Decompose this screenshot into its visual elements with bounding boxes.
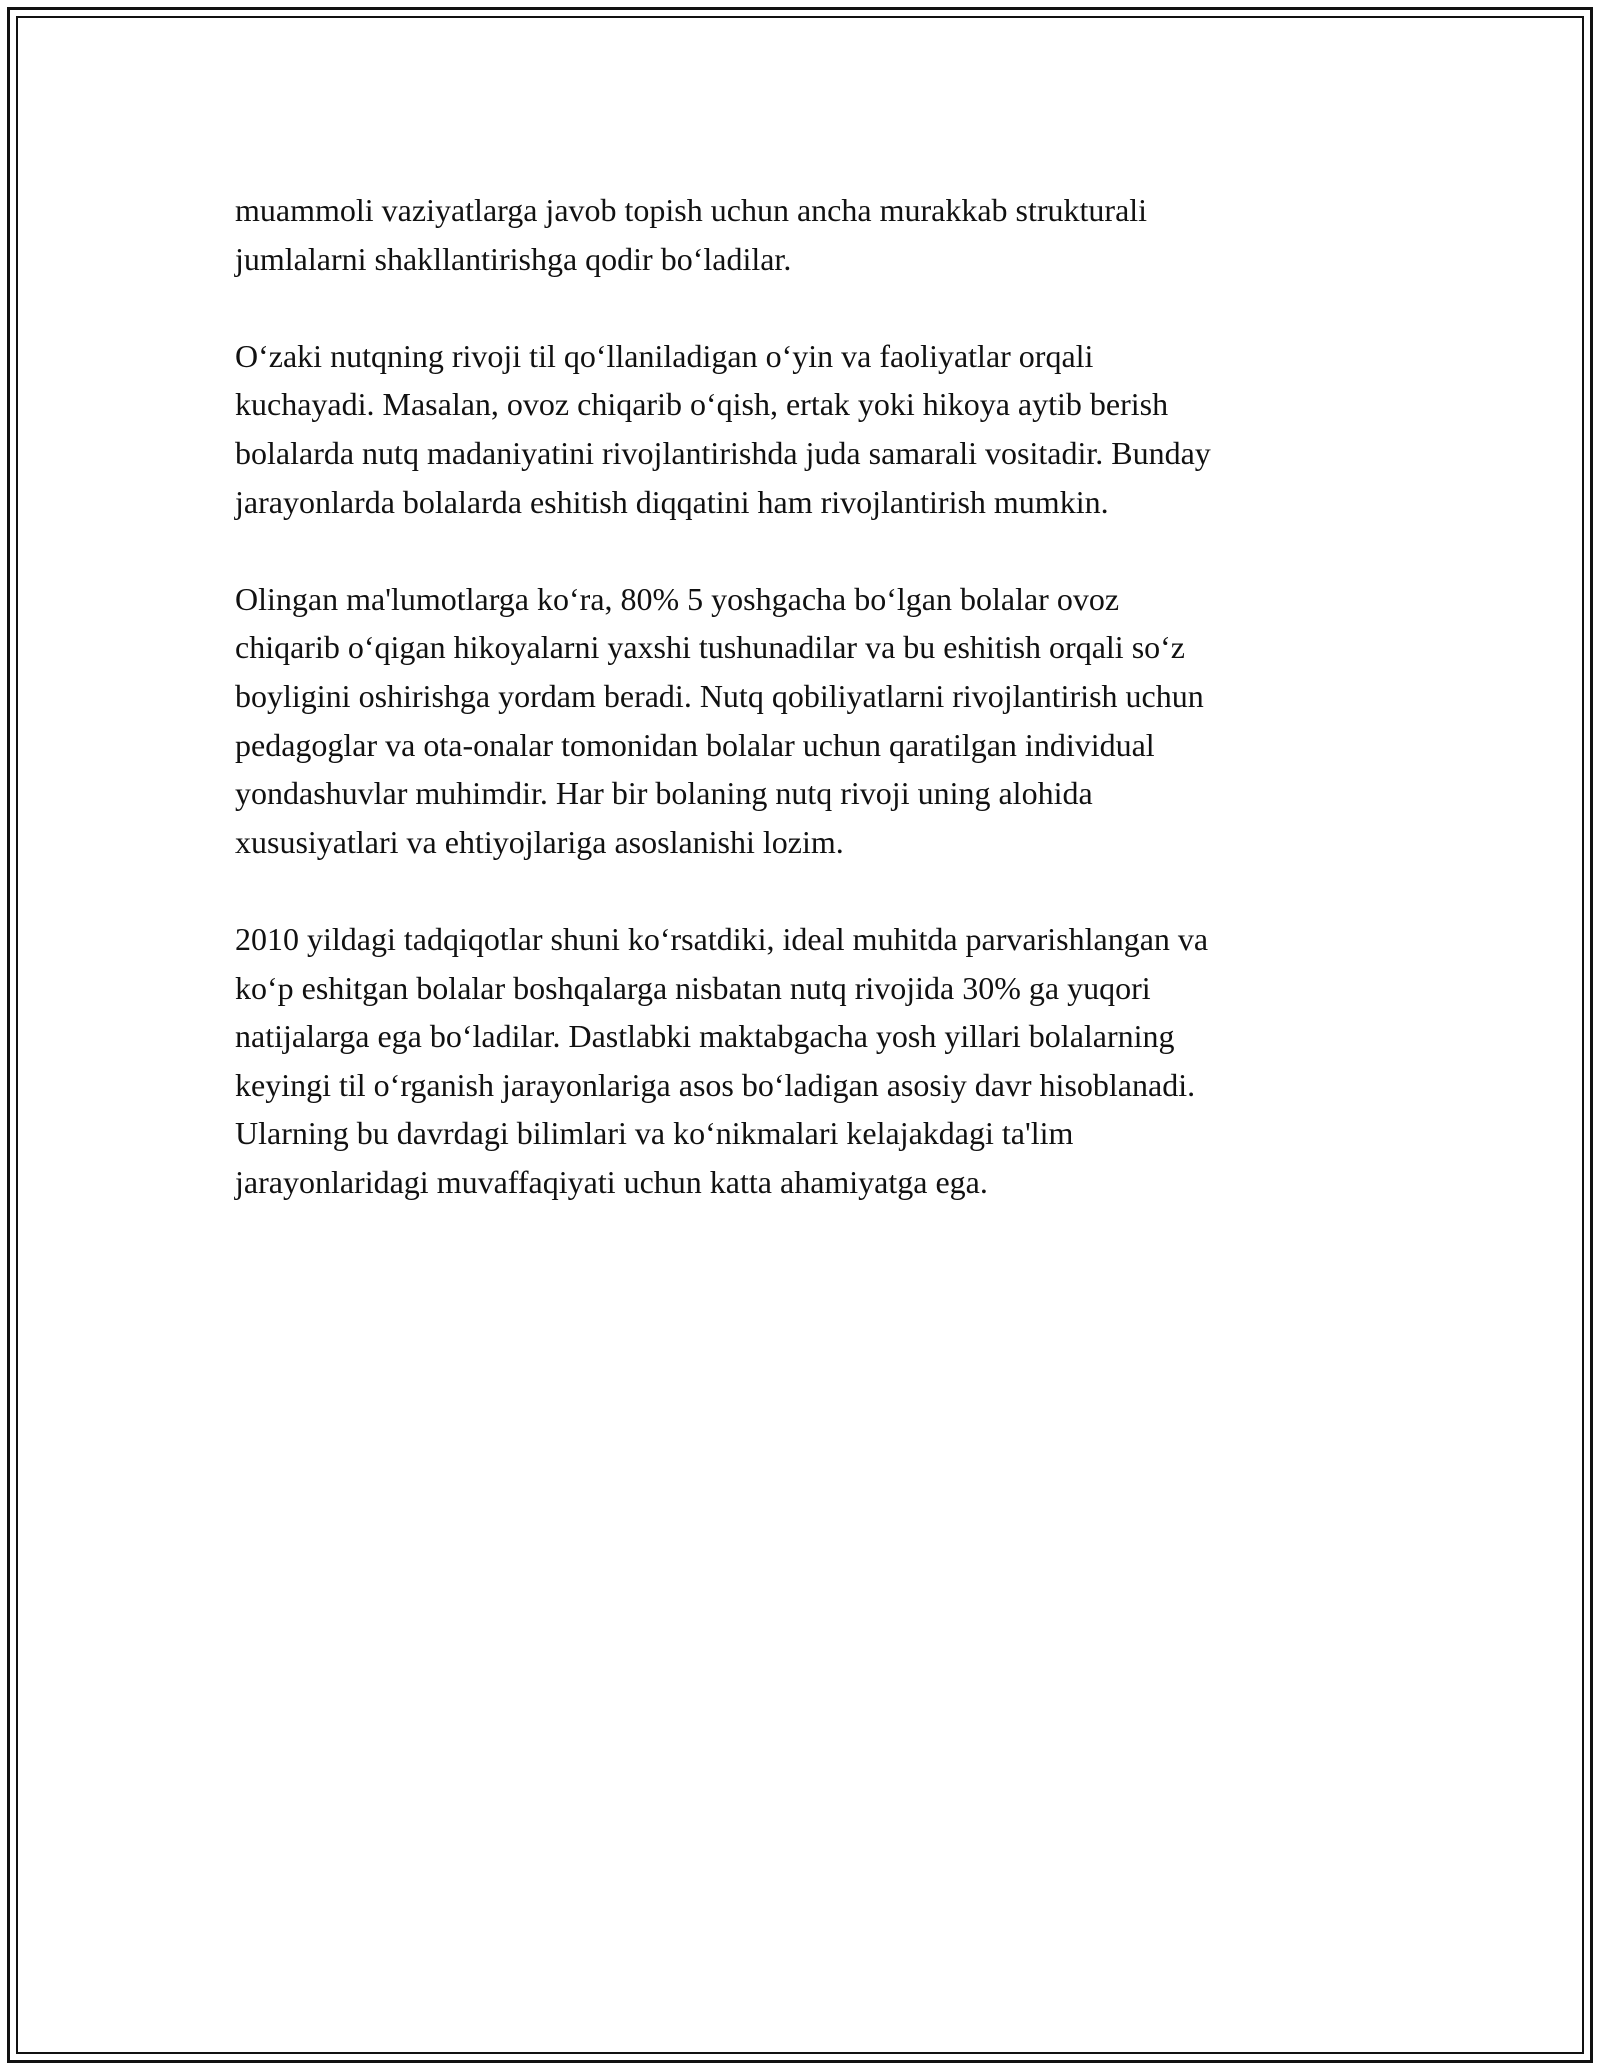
paragraph: muammoli vaziyatlarga javob topish uchun ancha murakkab strukturali jumlalarni shakllantirishga qodir bo‘ladilar. bbox=[235, 192, 1148, 277]
paragraph: Olingan ma'lumotlarga ko‘ra, 80% 5 yoshgacha bo‘lgan bolalar ovoz chiqarib o‘qigan hikoyalarni yaxshi tushunadilar va bu eshitish orqali so‘z boyligini oshirishga yordam beradi. Nutq qobiliyatlarni rivojlantirish uchun pedagoglar va ota-onalar tomonidan bolalar uchun qaratilgan individual yondashuvlar muhimdir. Har bir bolaning nutq rivoji uning alohida xususiyatlari va ehtiyojlariga asoslanishi lozim. bbox=[235, 580, 1204, 860]
document-body bbox=[235, 186, 1375, 1255]
paragraph: O‘zaki nutqning rivoji til qo‘llaniladigan o‘yin va faoliyatlar orqali kuchayadi. Masalan, ovoz chiqarib o‘qish, ertak yoki hikoya aytib berish bolalarda nutq madaniyatini rivojlantirishda juda samarali vositadir. Bunday jarayonlarda bolalarda eshitish diqqatini ham rivojlantirish mumkin. bbox=[235, 337, 1211, 520]
paragraph: 2010 yildagi tadqiqotlar shuni ko‘rsatdiki, ideal muhitda parvarishlangan va ko‘p eshitgan bolalar boshqalarga nisbatan nutq rivojida 30% ga yuqori natijalarga ega bo‘ladilar. Dastlabki maktabgacha yosh yillari bolalarning keyingi til o‘rganish jarayonlariga asos bo‘ladigan asosiy davr hisoblanadi. Ularning bu davrdagi bilimlari va ko‘nikmalari kelajakdagi ta'lim jarayonlaridagi muvaffaqiyati uchun katta ahamiyatga ega. bbox=[235, 920, 1209, 1200]
